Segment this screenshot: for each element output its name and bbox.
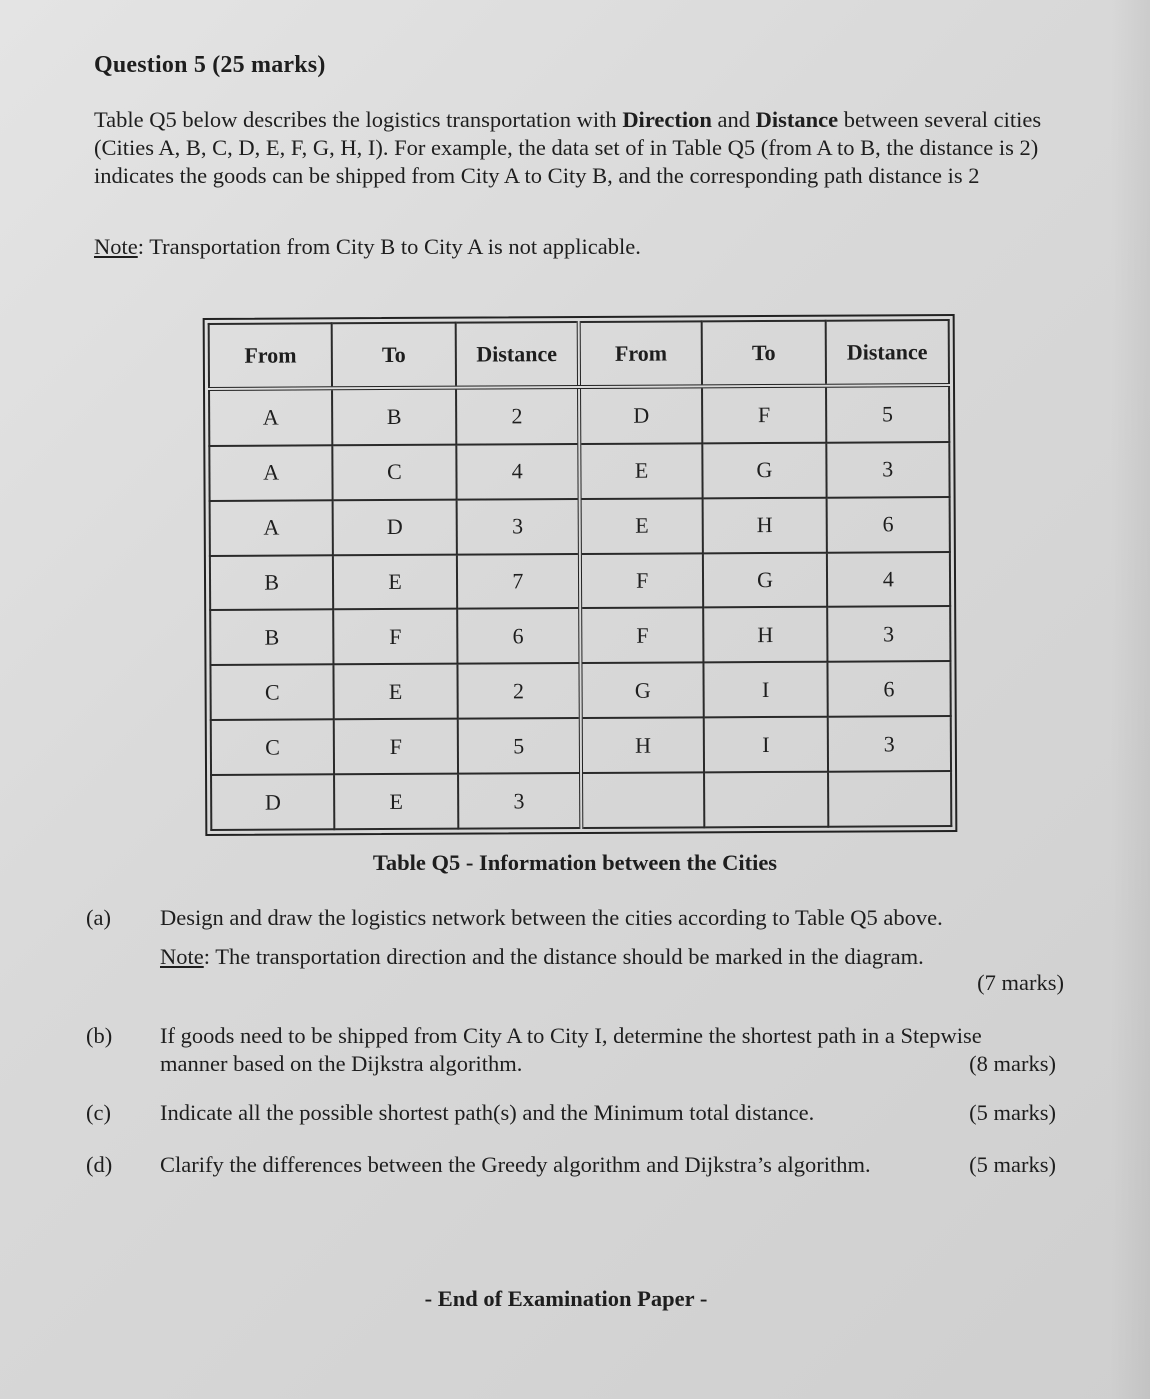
part-a-text: Design and draw the logistics network between the cities according to Table Q5 above. (160, 905, 943, 930)
cell: F (334, 719, 458, 775)
cell: 6 (826, 497, 950, 553)
cell: H (703, 497, 827, 553)
header-distance-2: Distance (825, 320, 949, 386)
cell: G (703, 552, 827, 608)
part-a-note (160, 943, 1056, 971)
intro-bold-direction: Direction (622, 107, 712, 132)
note-label: Note (94, 234, 138, 259)
cell: 4 (827, 552, 951, 608)
cell: 3 (827, 716, 951, 772)
cell: B (210, 555, 334, 611)
cell: F (334, 609, 458, 665)
cell: 3 (826, 442, 950, 498)
part-c-marks: (5 marks) (969, 1100, 1056, 1125)
table-row (210, 661, 950, 720)
cell: B (332, 388, 456, 445)
intro-text-2: and (711, 107, 756, 132)
part-b-line2-row (160, 1050, 1056, 1078)
page-shadow (1110, 0, 1150, 1399)
cell: 6 (457, 608, 581, 664)
part-a-note-label: Note (160, 944, 204, 969)
table-header-row (209, 320, 949, 389)
part-a-label: (a) (86, 905, 111, 930)
part-d-label: (d) (86, 1152, 113, 1177)
cell: C (211, 719, 335, 775)
cell: 6 (827, 661, 951, 717)
cell: C (333, 444, 457, 500)
table-row (210, 497, 950, 556)
cell: A (209, 445, 333, 501)
cell: D (333, 499, 457, 555)
table-row (211, 716, 951, 775)
table-row (209, 442, 949, 501)
part-b-label: (b) (86, 1023, 113, 1048)
header-to-1: To (332, 323, 456, 389)
cell: E (333, 554, 457, 610)
cell-empty (581, 772, 705, 828)
header-to-2: To (702, 321, 826, 387)
header-distance-1: Distance (455, 322, 579, 388)
part-c-label: (c) (86, 1100, 111, 1125)
cell: 2 (457, 663, 581, 719)
cell: 2 (456, 387, 580, 444)
table-row (209, 385, 949, 446)
table-q5 (208, 319, 953, 831)
part-b (86, 1022, 1056, 1078)
part-d-text: Clarify the differences between the Greedy algorithm and Dijkstra’s algorithm. (160, 1152, 871, 1177)
cell: H (703, 607, 827, 663)
part-a (86, 904, 1064, 997)
cell: A (209, 388, 333, 445)
cell-empty (704, 772, 828, 828)
cell: 3 (456, 499, 580, 555)
end-of-paper: - End of Examination Paper - (424, 1286, 708, 1311)
part-d-marks: (5 marks) (969, 1152, 1056, 1177)
cell: E (334, 774, 458, 830)
cell: G (580, 663, 704, 719)
cell: H (581, 718, 705, 774)
part-a-marks: (7 marks) (977, 970, 1064, 995)
cell-empty (828, 771, 952, 827)
note-text: : Transportation from City B to City A is not applicable. (137, 234, 641, 259)
intro-paragraph (94, 106, 1084, 190)
cell: D (579, 386, 703, 443)
cell: 7 (457, 554, 581, 610)
intro-text-3: between several cities (Cities A, B, C, D, E, F, G, H, I). For example, the data set of in Table Q5 (from A to B, the distance is 2) indicates the goods can be shipped from City A to City B, and the corresponding path distance is 2 (94, 107, 1042, 188)
cell: 3 (827, 607, 951, 663)
intro-note (94, 234, 641, 260)
cell: I (704, 717, 828, 773)
cell: 5 (457, 718, 581, 774)
intro-text-1: Table Q5 below describes the logistics transportation with (94, 107, 623, 132)
part-b-marks: (8 marks) (969, 1051, 1056, 1076)
header-from-1: From (209, 323, 333, 389)
cell: A (210, 500, 334, 556)
cell: E (580, 498, 704, 554)
cell: F (580, 553, 704, 609)
cell: G (703, 443, 827, 499)
cell: F (702, 386, 826, 443)
cell: 4 (456, 444, 580, 500)
cell: B (210, 610, 334, 666)
part-b-line1: If goods need to be shipped from City A to City I, determine the shortest path in a Stepwise (160, 1023, 982, 1048)
intro-bold-distance: Distance (755, 107, 839, 132)
part-c-text: Indicate all the possible shortest path(s) and the Minimum total distance. (160, 1100, 815, 1125)
cell: D (211, 774, 335, 830)
question-title: Question 5 (25 marks) (94, 52, 326, 78)
part-c-row (160, 1099, 1056, 1127)
table-q5-frame (203, 314, 958, 836)
table-row (210, 552, 950, 611)
cell: F (580, 608, 704, 664)
part-c (86, 1099, 1056, 1127)
cell: C (210, 665, 334, 721)
part-d-row (160, 1151, 1056, 1179)
table-row (210, 607, 950, 666)
cell: 5 (826, 385, 950, 442)
header-from-2: From (579, 321, 703, 387)
part-a-note-text: : The transportation direction and the distance should be marked in the diagram. (203, 944, 924, 969)
table-row (211, 771, 951, 830)
cell: E (579, 443, 703, 499)
part-d (86, 1151, 1056, 1179)
cell: I (704, 662, 828, 718)
cell: 3 (458, 773, 582, 829)
part-b-line2: manner based on the Dijkstra algorithm. (160, 1051, 523, 1076)
cell: E (334, 664, 458, 720)
table-caption: Table Q5 - Information between the Cities (372, 850, 778, 875)
